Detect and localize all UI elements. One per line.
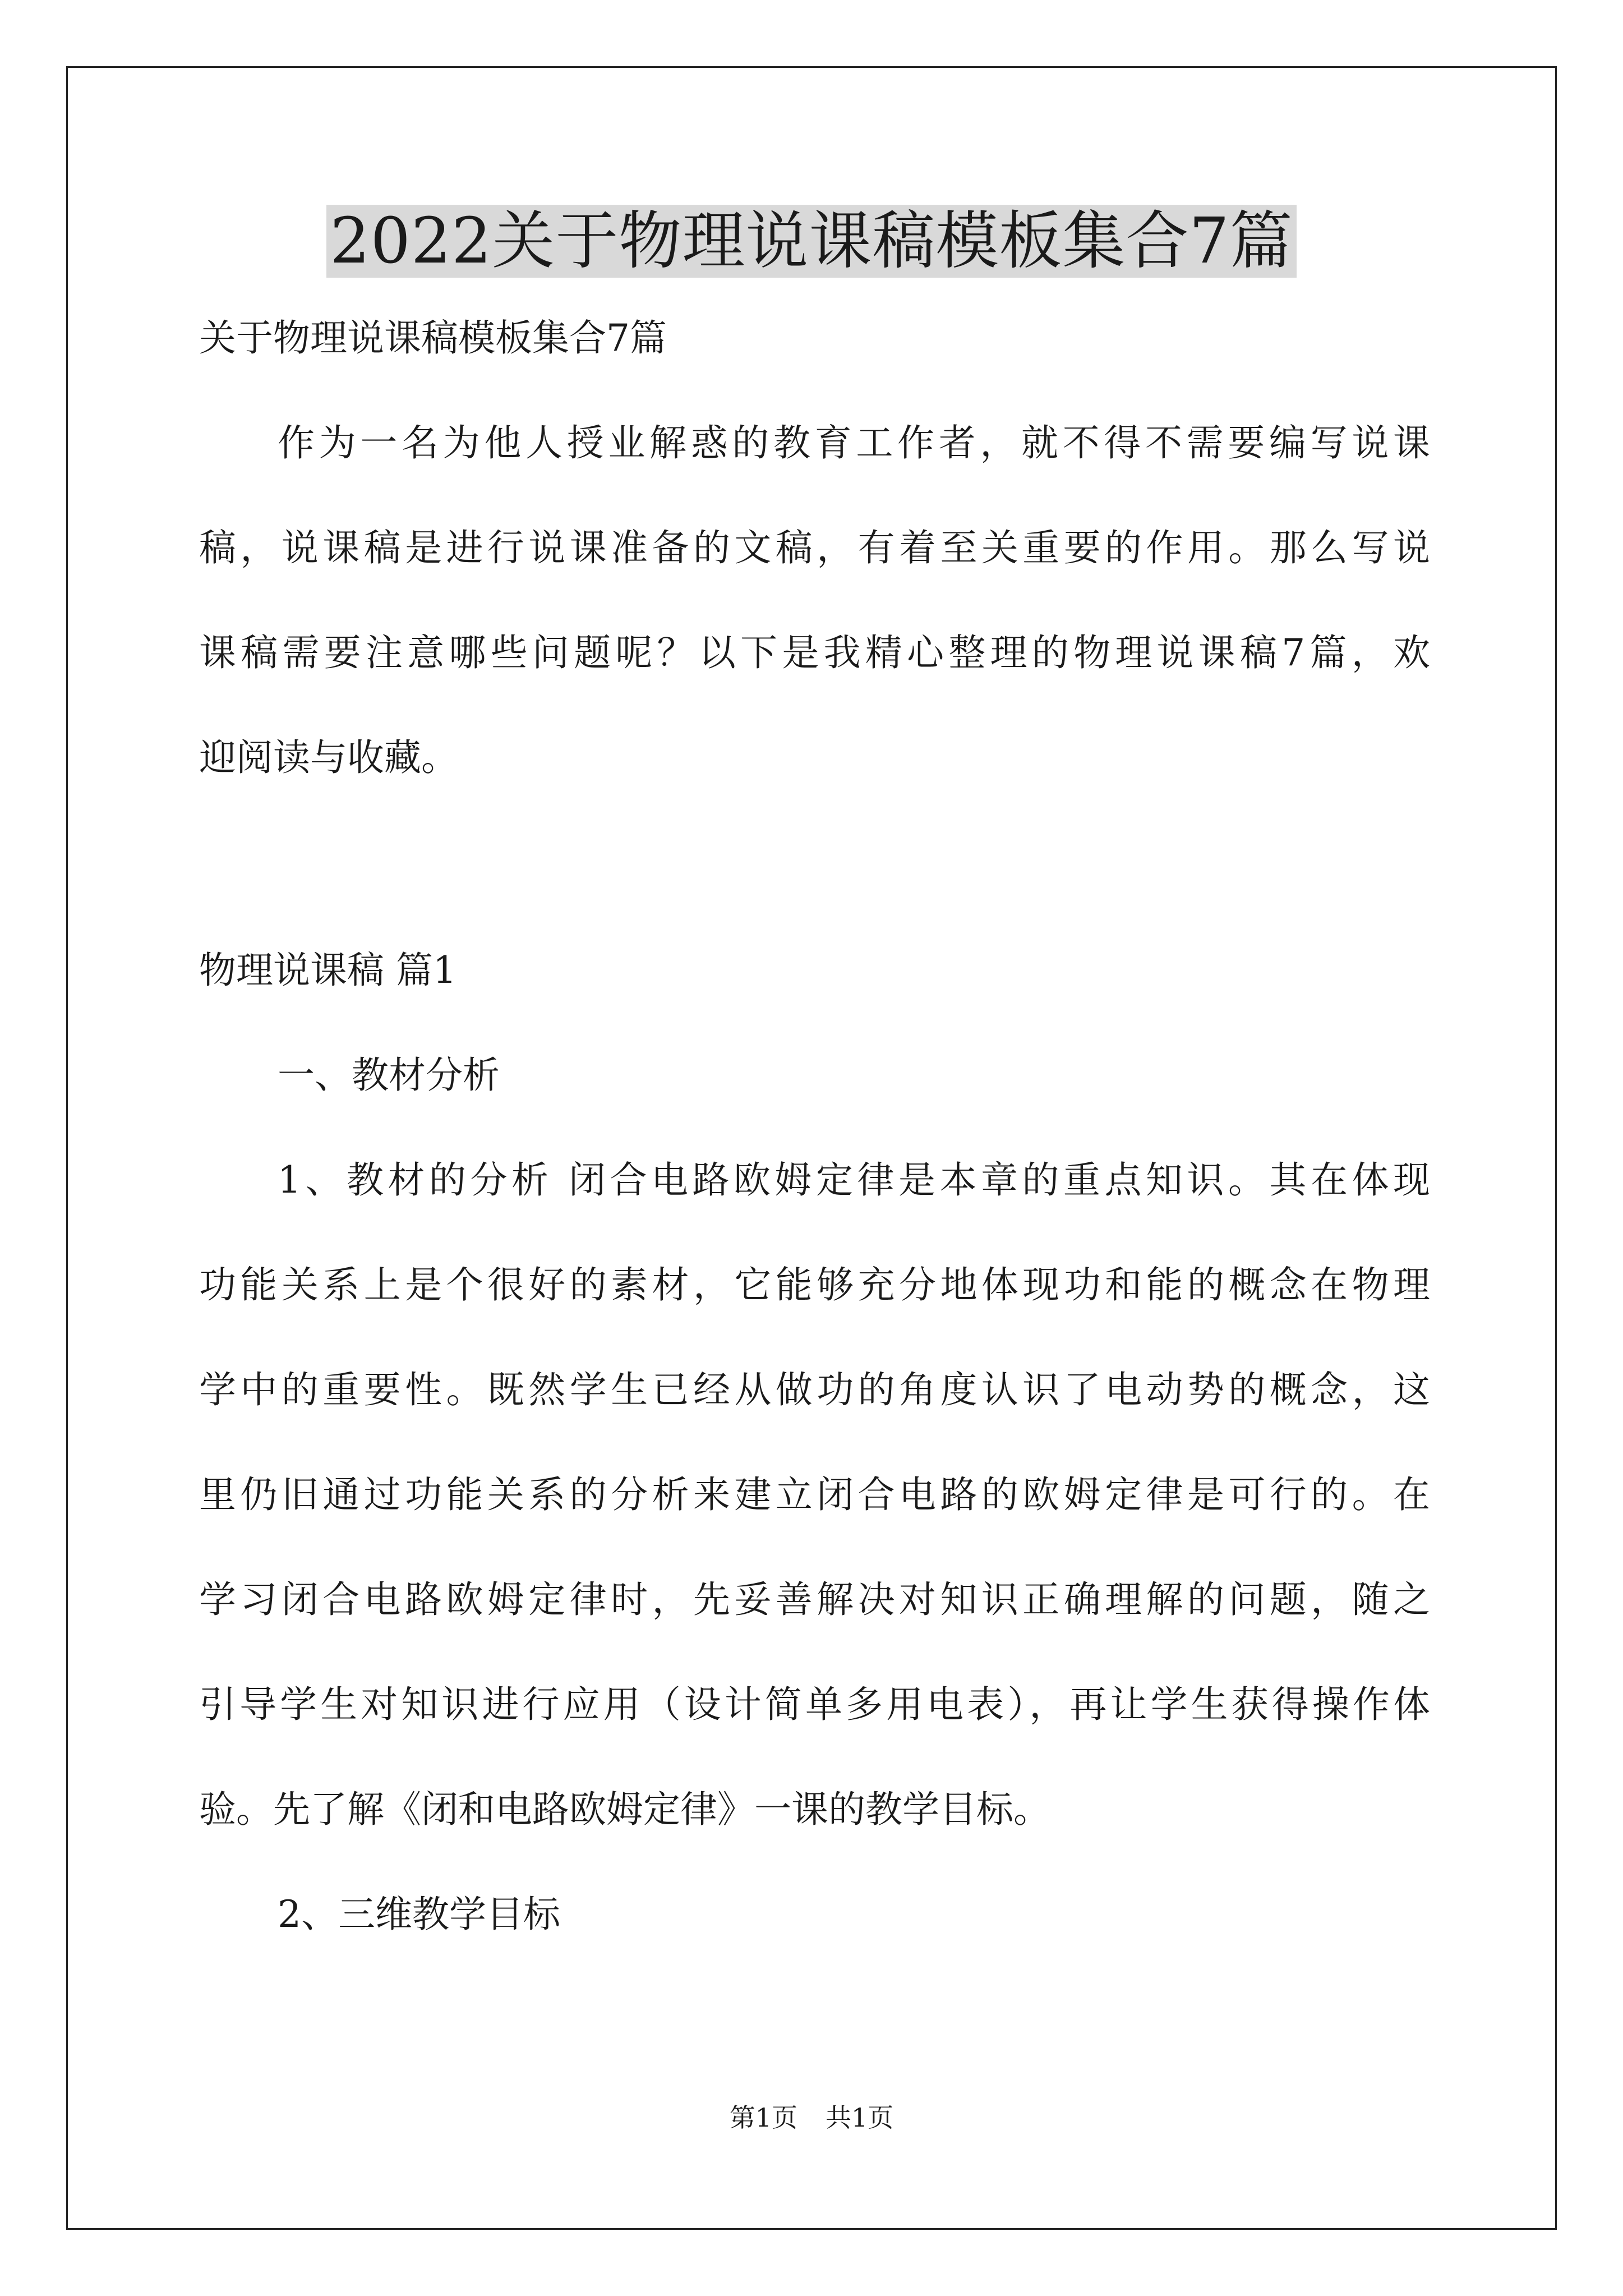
analysis-paragraph: [199, 1153, 1430, 1837]
page-footer: [0, 2101, 1623, 2134]
subsection-heading: 一、教材分析: [278, 1053, 500, 1097]
page-number-total: 共1页: [826, 2102, 894, 2133]
document-title: [0, 199, 1623, 283]
intro-line: 作为一名为他人授业解惑的教育工作者，就不得不需要编写说课: [278, 421, 1430, 464]
analysis-line: 功能关系上是个很好的素材，它能够充分地体现功和能的概念在物理: [199, 1263, 1430, 1306]
document-body: [199, 311, 1430, 1941]
analysis-line: 学中的重要性。既然学生已经从做功的角度认识了电动势的概念，这: [199, 1368, 1430, 1411]
document-title-text: 2022关于物理说课稿模板集合7篇: [326, 205, 1296, 278]
intro-line: 迎阅读与收藏。: [199, 736, 458, 779]
analysis-line: 学习闭合电路欧姆定律时，先妥善解决对知识正确理解的问题，随之: [199, 1578, 1430, 1621]
analysis-line: 1、教材的分析 闭合电路欧姆定律是本章的重点知识。其在体现: [278, 1158, 1430, 1202]
section-heading: 物理说课稿 篇1: [199, 949, 457, 992]
analysis-line: 引导学生对知识进行应用（设计简单多用电表），再让学生获得操作体: [199, 1683, 1430, 1726]
subsection-heading: 2、三维教学目标: [278, 1893, 560, 1936]
intro-line: 课稿需要注意哪些问题呢？以下是我精心整理的物理说课稿7篇，欢: [199, 631, 1430, 674]
analysis-line: 验。先了解《闭和电路欧姆定律》一课的教学目标。: [199, 1788, 1050, 1831]
intro-line: 稿，说课稿是进行说课准备的文稿，有着至关重要的作用。那么写说: [199, 526, 1430, 569]
page-number-current: 第1页: [729, 2102, 797, 2133]
intro-paragraph: [199, 416, 1430, 785]
document-subtitle: 关于物理说课稿模板集合7篇: [199, 316, 667, 360]
analysis-line: 里仍旧通过功能关系的分析来建立闭合电路的欧姆定律是可行的。在: [199, 1473, 1430, 1516]
